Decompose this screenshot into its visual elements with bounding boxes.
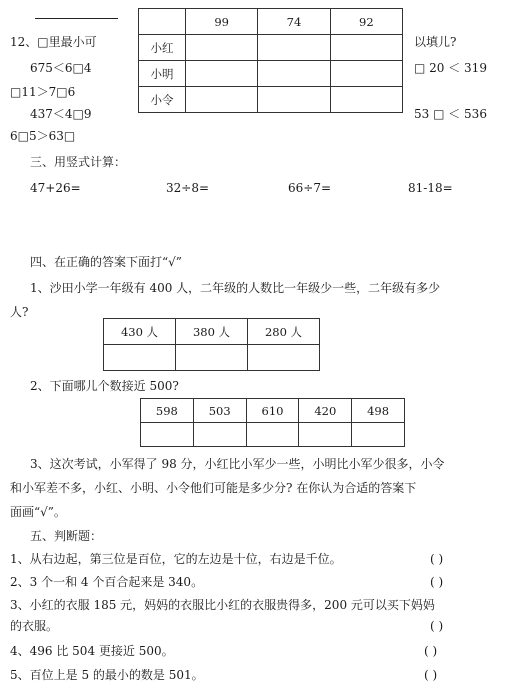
answer-cell[interactable] <box>186 87 258 113</box>
q12-right-line-2: 53 □ ＜ 536 <box>414 107 487 121</box>
q12-left-line-4: 6□5＞63□ <box>10 129 76 143</box>
score-header: 99 <box>186 9 258 35</box>
judge-item-3: 3、小红的衣服 185 元，妈妈的衣服比小红的衣服贵得多，200 元可以买下妈妈 <box>10 598 435 612</box>
q4-2-text: 2、下面哪儿个数接近 500? <box>30 379 179 393</box>
option-label: 598 <box>141 399 194 423</box>
q12-prompt-end: 以填儿? <box>414 35 457 49</box>
score-table <box>138 8 403 113</box>
option-label: 420 <box>299 399 352 423</box>
student-name: 小明 <box>139 61 186 87</box>
score-table-corner <box>139 9 186 35</box>
q12-left-line-3: 437＜4□9 <box>30 107 92 121</box>
check-cell[interactable] <box>193 423 246 447</box>
check-cell[interactable] <box>248 345 320 371</box>
q12-left-line-1: 675＜6□4 <box>30 61 92 75</box>
judge-paren[interactable]: ( ) <box>430 575 444 589</box>
q12-prompt: 12、□里最小可 <box>10 35 97 49</box>
option-label: 503 <box>193 399 246 423</box>
q4-3-line1: 3、这次考试，小军得了 98 分，小红比小军少一些，小明比小军少很多，小令 <box>30 457 445 471</box>
judge-item-3-cont: 的衣服。 <box>10 619 59 633</box>
calc-item: 81-18= <box>408 181 453 195</box>
check-cell[interactable] <box>176 345 248 371</box>
judge-item-4: 4、496 比 504 更接近 500。 <box>10 644 174 658</box>
calc-item: 47+26= <box>30 181 81 195</box>
q4-1-line2: 人? <box>10 305 29 319</box>
underline <box>35 18 118 19</box>
section5-title: 五、判断题： <box>30 529 103 543</box>
answer-cell[interactable] <box>330 87 402 113</box>
student-name: 小红 <box>139 35 186 61</box>
judge-item-1: 1、从右边起，第三位是百位，它的左边是十位，右边是千位。 <box>10 552 342 566</box>
answer-cell[interactable] <box>258 61 330 87</box>
q4-1-options-table <box>103 318 320 371</box>
q12-right-line-1: □ 20 ＜ 319 <box>414 61 487 75</box>
student-name: 小令 <box>139 87 186 113</box>
judge-paren[interactable]: ( ) <box>430 552 444 566</box>
answer-cell[interactable] <box>186 35 258 61</box>
answer-cell[interactable] <box>330 35 402 61</box>
option-label: 498 <box>352 399 405 423</box>
judge-paren[interactable]: ( ) <box>424 668 438 682</box>
option-label: 280 人 <box>248 319 320 345</box>
q12-left-line-2: □11＞7□6 <box>10 85 76 99</box>
q4-3-line2: 和小军差不多，小红、小明、小令他们可能是多少分? 在你认为合适的答案下 <box>10 481 417 495</box>
q4-1-line1: 1、沙田小学一年级有 400 人，二年级的人数比一年级少一些，二年级有多少 <box>30 281 441 295</box>
option-label: 610 <box>246 399 299 423</box>
option-label: 380 人 <box>176 319 248 345</box>
score-header: 92 <box>330 9 402 35</box>
q4-3-line3: 面画“√”。 <box>10 505 66 519</box>
check-cell[interactable] <box>141 423 194 447</box>
option-label: 430 人 <box>104 319 176 345</box>
judge-paren[interactable]: ( ) <box>430 619 444 633</box>
check-cell[interactable] <box>352 423 405 447</box>
calc-item: 66÷7= <box>288 181 332 195</box>
score-header: 74 <box>258 9 330 35</box>
calc-item: 32÷8= <box>166 181 210 195</box>
check-cell[interactable] <box>299 423 352 447</box>
answer-cell[interactable] <box>330 61 402 87</box>
answer-cell[interactable] <box>186 61 258 87</box>
answer-cell[interactable] <box>258 35 330 61</box>
judge-item-2: 2、3 个一和 4 个百合起来是 340。 <box>10 575 204 589</box>
section4-title: 四、在正确的答案下面打“√” <box>30 255 182 269</box>
judge-paren[interactable]: ( ) <box>424 644 438 658</box>
answer-cell[interactable] <box>258 87 330 113</box>
judge-item-5: 5、百位上是 5 的最小的数是 501。 <box>10 668 204 682</box>
check-cell[interactable] <box>246 423 299 447</box>
section3-title: 三、用竖式计算： <box>30 155 127 169</box>
check-cell[interactable] <box>104 345 176 371</box>
q4-2-options-table <box>140 398 405 447</box>
